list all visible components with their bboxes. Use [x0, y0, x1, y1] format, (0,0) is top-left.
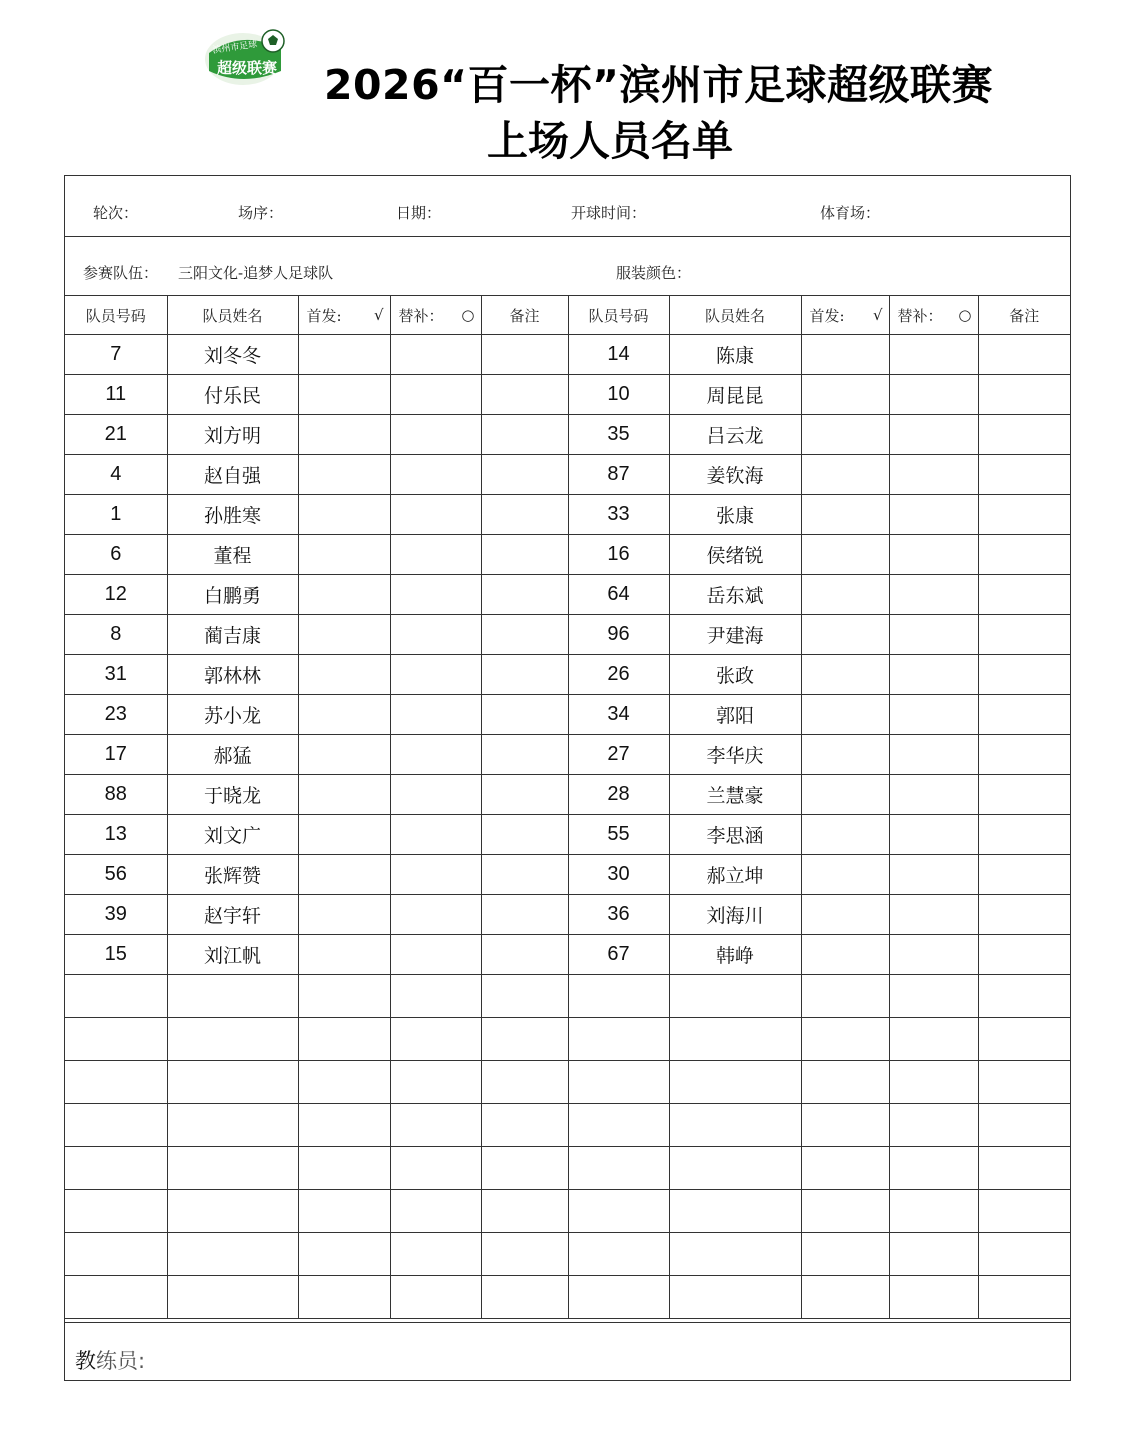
substitute-cell[interactable]	[889, 415, 978, 455]
match-number-field[interactable]: 场序：	[238, 204, 284, 222]
player-number-empty[interactable]	[568, 1147, 669, 1190]
note-cell[interactable]	[978, 935, 1070, 975]
player-number-empty[interactable]	[65, 1104, 167, 1147]
substitute-cell-empty[interactable]	[889, 1147, 978, 1190]
starter-cell-empty[interactable]	[801, 1061, 889, 1104]
substitute-cell[interactable]	[390, 335, 481, 375]
note-cell-empty[interactable]	[978, 1276, 1070, 1319]
table-row-empty	[65, 975, 1070, 1018]
substitute-cell-empty[interactable]	[889, 975, 978, 1018]
player-name-empty[interactable]	[669, 1190, 801, 1233]
player-name: 李华庆	[669, 735, 801, 775]
substitute-cell[interactable]	[390, 455, 481, 495]
note-cell-empty[interactable]	[978, 1104, 1070, 1147]
starter-cell-empty[interactable]	[298, 1147, 390, 1190]
note-cell-empty[interactable]	[978, 975, 1070, 1018]
note-cell[interactable]	[481, 895, 568, 935]
player-name-empty[interactable]	[669, 975, 801, 1018]
note-cell[interactable]	[978, 535, 1070, 575]
starter-cell[interactable]	[801, 895, 889, 935]
circle-icon: ○	[461, 306, 475, 324]
player-name-empty[interactable]	[669, 1061, 801, 1104]
note-cell[interactable]	[481, 655, 568, 695]
table-row	[65, 815, 1070, 855]
player-name-empty[interactable]	[167, 1276, 298, 1319]
substitute-cell[interactable]	[390, 615, 481, 655]
match-info-row	[65, 176, 1070, 237]
starter-cell-empty[interactable]	[298, 975, 390, 1018]
header-name: 队员姓名	[669, 296, 801, 335]
note-cell[interactable]	[481, 455, 568, 495]
substitute-cell[interactable]	[889, 615, 978, 655]
starter-cell[interactable]	[298, 855, 390, 895]
logo-text-line2: 超级联赛	[217, 59, 278, 77]
kickoff-time-field[interactable]: 开球时间：	[571, 204, 647, 222]
note-cell[interactable]	[978, 855, 1070, 895]
note-cell[interactable]	[481, 415, 568, 455]
league-logo	[203, 25, 287, 89]
note-cell[interactable]	[978, 415, 1070, 455]
player-name: 侯绪锐	[669, 535, 801, 575]
table-row	[65, 855, 1070, 895]
player-number: 88	[65, 775, 167, 815]
player-name: 李思涵	[669, 815, 801, 855]
substitute-cell[interactable]	[889, 455, 978, 495]
player-number-empty[interactable]	[65, 1276, 167, 1319]
substitute-cell-empty[interactable]	[390, 1233, 481, 1276]
note-cell[interactable]	[481, 735, 568, 775]
starter-cell-empty[interactable]	[801, 975, 889, 1018]
player-name: 赵宇轩	[167, 895, 298, 935]
substitute-cell[interactable]	[390, 815, 481, 855]
player-number: 35	[568, 415, 669, 455]
player-number: 55	[568, 815, 669, 855]
logo-text-line1: 滨州市足球	[212, 39, 258, 56]
starter-cell[interactable]	[298, 695, 390, 735]
note-cell[interactable]	[481, 615, 568, 655]
substitute-cell[interactable]	[390, 935, 481, 975]
starter-cell[interactable]	[801, 655, 889, 695]
player-number: 10	[568, 375, 669, 415]
player-number: 34	[568, 695, 669, 735]
player-number: 21	[65, 415, 167, 455]
starter-cell[interactable]	[298, 455, 390, 495]
note-cell[interactable]	[481, 775, 568, 815]
player-name: 张政	[669, 655, 801, 695]
note-cell-empty[interactable]	[481, 975, 568, 1018]
note-cell[interactable]	[978, 735, 1070, 775]
substitute-cell[interactable]	[390, 535, 481, 575]
note-cell-empty[interactable]	[481, 1104, 568, 1147]
player-number-empty[interactable]	[65, 1018, 167, 1061]
substitute-cell-empty[interactable]	[390, 1104, 481, 1147]
player-name-empty[interactable]	[167, 1190, 298, 1233]
player-name: 苏小龙	[167, 695, 298, 735]
note-cell[interactable]	[481, 855, 568, 895]
starter-cell[interactable]	[298, 335, 390, 375]
player-name: 白鹏勇	[167, 575, 298, 615]
player-name: 张辉赞	[167, 855, 298, 895]
note-cell[interactable]	[481, 375, 568, 415]
player-name-empty[interactable]	[669, 1276, 801, 1319]
substitute-cell[interactable]	[390, 695, 481, 735]
header-substitute: 替补： ○	[889, 296, 978, 335]
starter-cell[interactable]	[801, 455, 889, 495]
starter-cell[interactable]	[298, 735, 390, 775]
header-note: 备注	[481, 296, 568, 335]
note-cell-empty[interactable]	[481, 1276, 568, 1319]
table-row	[65, 535, 1070, 575]
player-number: 64	[568, 575, 669, 615]
substitute-cell-empty[interactable]	[390, 1276, 481, 1319]
starter-cell-empty[interactable]	[298, 1190, 390, 1233]
player-name-empty[interactable]	[167, 975, 298, 1018]
player-number-empty[interactable]	[65, 1190, 167, 1233]
substitute-cell-empty[interactable]	[390, 1147, 481, 1190]
player-number: 87	[568, 455, 669, 495]
table-row-empty	[65, 1233, 1070, 1276]
table-row	[65, 455, 1070, 495]
substitute-cell[interactable]	[390, 495, 481, 535]
checkmark-icon: √	[872, 306, 883, 324]
player-name-empty[interactable]	[167, 1147, 298, 1190]
header-starter: 首发: √	[298, 296, 390, 335]
substitute-cell[interactable]	[889, 375, 978, 415]
note-cell[interactable]	[978, 655, 1070, 695]
starter-cell[interactable]	[298, 575, 390, 615]
note-cell-empty[interactable]	[978, 1018, 1070, 1061]
player-number: 14	[568, 335, 669, 375]
starter-cell-empty[interactable]	[801, 1104, 889, 1147]
header-note: 备注	[978, 296, 1070, 335]
round-field[interactable]: 轮次：	[93, 204, 139, 222]
substitute-cell[interactable]	[889, 775, 978, 815]
player-name-empty[interactable]	[167, 1061, 298, 1104]
starter-cell[interactable]	[298, 935, 390, 975]
starter-cell-empty[interactable]	[801, 1018, 889, 1061]
starter-cell-empty[interactable]	[298, 1276, 390, 1319]
starter-cell[interactable]	[801, 575, 889, 615]
note-cell[interactable]	[481, 535, 568, 575]
note-cell[interactable]	[481, 935, 568, 975]
starter-cell-empty[interactable]	[801, 1147, 889, 1190]
header-number: 队员号码	[65, 296, 167, 335]
note-cell-empty[interactable]	[978, 1147, 1070, 1190]
note-cell-empty[interactable]	[481, 1147, 568, 1190]
player-name: 郭阳	[669, 695, 801, 735]
player-name: 付乐民	[167, 375, 298, 415]
player-number-empty[interactable]	[568, 1190, 669, 1233]
starter-cell[interactable]	[801, 335, 889, 375]
table-row	[65, 335, 1070, 375]
player-number: 27	[568, 735, 669, 775]
player-number-empty[interactable]	[568, 1104, 669, 1147]
starter-cell[interactable]	[801, 375, 889, 415]
circle-icon: ○	[958, 306, 972, 324]
player-number: 4	[65, 455, 167, 495]
header-name: 队员姓名	[167, 296, 298, 335]
player-name: 郝立坤	[669, 855, 801, 895]
substitute-cell-empty[interactable]	[390, 1018, 481, 1061]
roster-sheet	[64, 175, 1071, 1381]
player-number: 7	[65, 335, 167, 375]
substitute-cell-empty[interactable]	[889, 1190, 978, 1233]
player-number-empty[interactable]	[568, 1061, 669, 1104]
starter-cell[interactable]	[298, 615, 390, 655]
starter-cell[interactable]	[801, 935, 889, 975]
player-name: 孙胜寒	[167, 495, 298, 535]
substitute-cell-empty[interactable]	[390, 1190, 481, 1233]
table-row	[65, 895, 1070, 935]
player-name: 于晓龙	[167, 775, 298, 815]
table-row-empty	[65, 1190, 1070, 1233]
starter-cell-empty[interactable]	[298, 1061, 390, 1104]
substitute-cell[interactable]	[390, 575, 481, 615]
player-number: 96	[568, 615, 669, 655]
player-name: 韩峥	[669, 935, 801, 975]
player-number: 30	[568, 855, 669, 895]
table-row	[65, 495, 1070, 535]
substitute-cell-empty[interactable]	[889, 1233, 978, 1276]
player-number: 56	[65, 855, 167, 895]
table-row	[65, 775, 1070, 815]
player-number: 17	[65, 735, 167, 775]
substitute-cell-empty[interactable]	[889, 1276, 978, 1319]
starter-cell[interactable]	[298, 375, 390, 415]
note-cell[interactable]	[481, 335, 568, 375]
player-name: 刘海川	[669, 895, 801, 935]
starter-cell[interactable]	[298, 655, 390, 695]
table-row-empty	[65, 1061, 1070, 1104]
note-cell[interactable]	[481, 695, 568, 735]
table-row-empty	[65, 1276, 1070, 1319]
table-row	[65, 935, 1070, 975]
player-name: 姜钦海	[669, 455, 801, 495]
starter-cell[interactable]	[298, 535, 390, 575]
starter-cell-empty[interactable]	[298, 1104, 390, 1147]
document-subtitle: 上场人员名单	[487, 117, 733, 165]
starter-cell[interactable]	[801, 415, 889, 455]
note-cell-empty[interactable]	[481, 1233, 568, 1276]
table-row-empty	[65, 1147, 1070, 1190]
coach-label: 教练员:	[75, 1349, 146, 1373]
player-name-empty[interactable]	[167, 1233, 298, 1276]
substitute-cell[interactable]	[390, 775, 481, 815]
player-name-empty[interactable]	[669, 1104, 801, 1147]
kit-color-field[interactable]: 服装颜色：	[616, 264, 692, 282]
note-cell[interactable]	[978, 815, 1070, 855]
header-substitute: 替补： ○	[390, 296, 481, 335]
player-number: 16	[568, 535, 669, 575]
player-name: 蔺吉康	[167, 615, 298, 655]
starter-cell[interactable]	[801, 735, 889, 775]
substitute-cell[interactable]	[390, 895, 481, 935]
player-number-empty[interactable]	[65, 975, 167, 1018]
player-number: 33	[568, 495, 669, 535]
table-row	[65, 695, 1070, 735]
team-name: 三阳文化-追梦人足球队	[178, 264, 334, 282]
note-cell[interactable]	[481, 495, 568, 535]
player-name: 尹建海	[669, 615, 801, 655]
starter-cell-empty[interactable]	[801, 1190, 889, 1233]
note-cell[interactable]	[481, 815, 568, 855]
player-number: 31	[65, 655, 167, 695]
player-name: 刘江帆	[167, 935, 298, 975]
player-name: 岳东斌	[669, 575, 801, 615]
starter-cell[interactable]	[801, 615, 889, 655]
substitute-cell[interactable]	[889, 535, 978, 575]
player-name-empty[interactable]	[669, 1147, 801, 1190]
table-row-empty	[65, 1018, 1070, 1061]
header-starter: 首发: √	[801, 296, 889, 335]
player-number-empty[interactable]	[568, 975, 669, 1018]
substitute-cell-empty[interactable]	[889, 1018, 978, 1061]
player-name-empty[interactable]	[669, 1018, 801, 1061]
player-name: 董程	[167, 535, 298, 575]
player-number: 36	[568, 895, 669, 935]
note-cell[interactable]	[978, 495, 1070, 535]
table-row	[65, 415, 1070, 455]
note-cell[interactable]	[978, 375, 1070, 415]
team-label: 参赛队伍：	[83, 264, 159, 282]
note-cell[interactable]	[978, 335, 1070, 375]
note-cell-empty[interactable]	[978, 1061, 1070, 1104]
table-header-row	[65, 296, 1070, 335]
player-name: 郝猛	[167, 735, 298, 775]
starter-cell[interactable]	[298, 815, 390, 855]
note-cell-empty[interactable]	[481, 1061, 568, 1104]
starter-cell[interactable]	[801, 535, 889, 575]
starter-cell[interactable]	[298, 495, 390, 535]
substitute-cell-empty[interactable]	[390, 1061, 481, 1104]
player-number-empty[interactable]	[568, 1018, 669, 1061]
substitute-cell[interactable]	[889, 815, 978, 855]
note-cell[interactable]	[978, 695, 1070, 735]
substitute-cell[interactable]	[889, 935, 978, 975]
note-cell-empty[interactable]	[481, 1190, 568, 1233]
table-row	[65, 615, 1070, 655]
player-number: 26	[568, 655, 669, 695]
player-number: 13	[65, 815, 167, 855]
substitute-cell[interactable]	[390, 415, 481, 455]
header-number: 队员号码	[568, 296, 669, 335]
substitute-cell-empty[interactable]	[390, 975, 481, 1018]
player-number-empty[interactable]	[65, 1233, 167, 1276]
player-name: 周昆昆	[669, 375, 801, 415]
starter-cell-empty[interactable]	[298, 1233, 390, 1276]
player-number-empty[interactable]	[65, 1061, 167, 1104]
player-name: 刘文广	[167, 815, 298, 855]
team-info-row	[65, 237, 1070, 296]
substitute-cell-empty[interactable]	[889, 1061, 978, 1104]
player-name: 兰慧豪	[669, 775, 801, 815]
player-number: 1	[65, 495, 167, 535]
player-number: 6	[65, 535, 167, 575]
note-cell-empty[interactable]	[978, 1190, 1070, 1233]
player-number: 8	[65, 615, 167, 655]
starter-cell[interactable]	[801, 855, 889, 895]
substitute-cell[interactable]	[889, 735, 978, 775]
player-name: 陈康	[669, 335, 801, 375]
substitute-cell[interactable]	[889, 695, 978, 735]
player-name-empty[interactable]	[167, 1018, 298, 1061]
starter-cell[interactable]	[801, 815, 889, 855]
table-row	[65, 375, 1070, 415]
starter-cell[interactable]	[801, 695, 889, 735]
table-row-empty	[65, 1104, 1070, 1147]
checkmark-icon: √	[373, 306, 384, 324]
note-cell[interactable]	[481, 575, 568, 615]
starter-cell[interactable]	[298, 415, 390, 455]
substitute-cell[interactable]	[390, 855, 481, 895]
player-name: 张康	[669, 495, 801, 535]
stadium-field[interactable]: 体育场：	[820, 204, 881, 222]
note-cell[interactable]	[978, 775, 1070, 815]
substitute-cell[interactable]	[390, 655, 481, 695]
note-cell[interactable]	[978, 615, 1070, 655]
roster-table	[65, 296, 1070, 1319]
player-number: 12	[65, 575, 167, 615]
note-cell[interactable]	[978, 575, 1070, 615]
document-title: 2026“百一杯”滨州市足球超级联赛	[324, 61, 994, 109]
player-number: 39	[65, 895, 167, 935]
table-row	[65, 575, 1070, 615]
player-number-empty[interactable]	[568, 1276, 669, 1319]
player-name: 刘冬冬	[167, 335, 298, 375]
substitute-cell[interactable]	[889, 495, 978, 535]
player-number: 15	[65, 935, 167, 975]
note-cell-empty[interactable]	[481, 1018, 568, 1061]
player-number: 28	[568, 775, 669, 815]
starter-cell[interactable]	[298, 895, 390, 935]
substitute-cell[interactable]	[390, 735, 481, 775]
player-name: 吕云龙	[669, 415, 801, 455]
substitute-cell[interactable]	[889, 655, 978, 695]
substitute-cell-empty[interactable]	[889, 1104, 978, 1147]
date-field[interactable]: 日期：	[396, 204, 442, 222]
note-cell[interactable]	[978, 455, 1070, 495]
note-cell-empty[interactable]	[978, 1233, 1070, 1276]
player-name-empty[interactable]	[167, 1104, 298, 1147]
starter-cell[interactable]	[801, 495, 889, 535]
player-name: 郭林林	[167, 655, 298, 695]
player-number-empty[interactable]	[568, 1233, 669, 1276]
player-number: 11	[65, 375, 167, 415]
starter-cell-empty[interactable]	[801, 1233, 889, 1276]
starter-cell-empty[interactable]	[801, 1276, 889, 1319]
substitute-cell[interactable]	[889, 895, 978, 935]
table-row	[65, 655, 1070, 695]
note-cell[interactable]	[978, 895, 1070, 935]
player-number: 67	[568, 935, 669, 975]
player-name-empty[interactable]	[669, 1233, 801, 1276]
player-number-empty[interactable]	[65, 1147, 167, 1190]
substitute-cell[interactable]	[889, 855, 978, 895]
starter-cell[interactable]	[801, 775, 889, 815]
coach-row	[65, 1322, 1070, 1381]
substitute-cell[interactable]	[889, 335, 978, 375]
starter-cell[interactable]	[298, 775, 390, 815]
player-number: 23	[65, 695, 167, 735]
substitute-cell[interactable]	[889, 575, 978, 615]
player-name: 刘方明	[167, 415, 298, 455]
table-row	[65, 735, 1070, 775]
starter-cell-empty[interactable]	[298, 1018, 390, 1061]
substitute-cell[interactable]	[390, 375, 481, 415]
player-name: 赵自强	[167, 455, 298, 495]
